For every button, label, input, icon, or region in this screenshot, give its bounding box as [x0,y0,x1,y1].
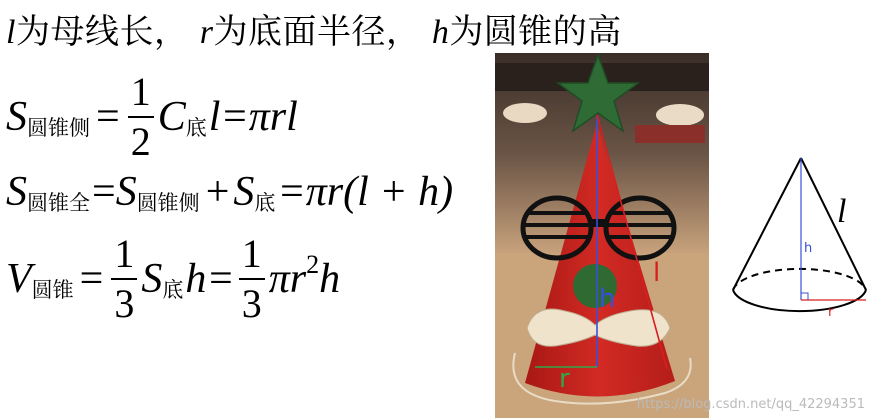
cake-left [503,103,547,123]
total-s1-sub: 圆锥侧 [136,191,200,215]
fraction-numerator: 1 [241,231,262,276]
fraction-bar [111,278,137,280]
title-r-symbol: r [199,14,214,51]
title-h-symbol: h [431,14,450,51]
volume-end: h [319,256,341,302]
photo-label-l: l [653,258,661,288]
volume-eq: = [79,256,104,302]
party-hat-photo [495,53,709,418]
lateral-c-sub: 底 [185,116,207,140]
diagram-label-r: r [828,305,834,320]
title-r-text: 为底面半径， [213,12,421,52]
volume-mid: h= [185,256,235,302]
volume-s: S [141,256,163,302]
total-lhs: S [6,169,27,215]
total-s1: S [115,169,137,215]
volume-lhs: V [6,256,32,302]
lateral-eq: = [96,94,120,140]
fraction-bar [128,116,154,118]
total-lhs-sub: 圆锥全 [27,191,90,215]
lateral-lhs: S [6,94,27,140]
volume-s-sub: 底 [162,278,184,302]
total-area-formula [6,168,453,216]
total-rhs: =πr(l + h) [277,169,454,215]
cone-left-slant [733,158,801,290]
fraction-one-third-b [239,231,265,326]
volume-pi-r: πr [268,256,307,302]
diagram-label-l: l [837,193,847,230]
fraction-bar [239,278,265,280]
fraction-denominator: 3 [241,281,262,326]
diagram-label-h: h [804,241,813,256]
lateral-rhs: l=πrl [208,94,298,140]
title-l-text: 为母线长， [15,12,189,52]
fraction-one-third-a [111,231,137,326]
title-h-text: 为圆锥的高 [449,12,622,52]
total-plus: + [205,169,230,215]
photo-label-h: h [599,284,616,314]
fraction-denominator: 2 [130,119,151,164]
cake-right [656,104,704,126]
volume-formula [6,231,341,326]
cake-red [635,125,705,143]
photo-label-r: r [559,364,570,394]
fraction-one-half [128,69,154,164]
cone-right-slant [801,158,866,290]
title-line [6,4,622,53]
cone-base-back [733,269,866,290]
total-s2-sub: 底 [254,191,276,215]
fraction-denominator: 3 [114,281,135,326]
lateral-lhs-sub: 圆锥侧 [27,116,90,140]
volume-power: 2 [306,250,320,279]
lateral-c: C [157,94,186,140]
total-s2: S [233,169,255,215]
fraction-numerator: 1 [114,231,135,276]
right-angle-mark [801,293,808,300]
watermark: https://blog.csdn.net/qq_42294351 [636,397,865,412]
fraction-numerator: 1 [130,69,151,114]
volume-lhs-sub: 圆锥 [31,278,74,302]
cone-diagram [725,150,871,340]
total-eq: = [92,169,116,215]
title-l-symbol: l [6,14,16,51]
lateral-area-formula [6,69,298,164]
